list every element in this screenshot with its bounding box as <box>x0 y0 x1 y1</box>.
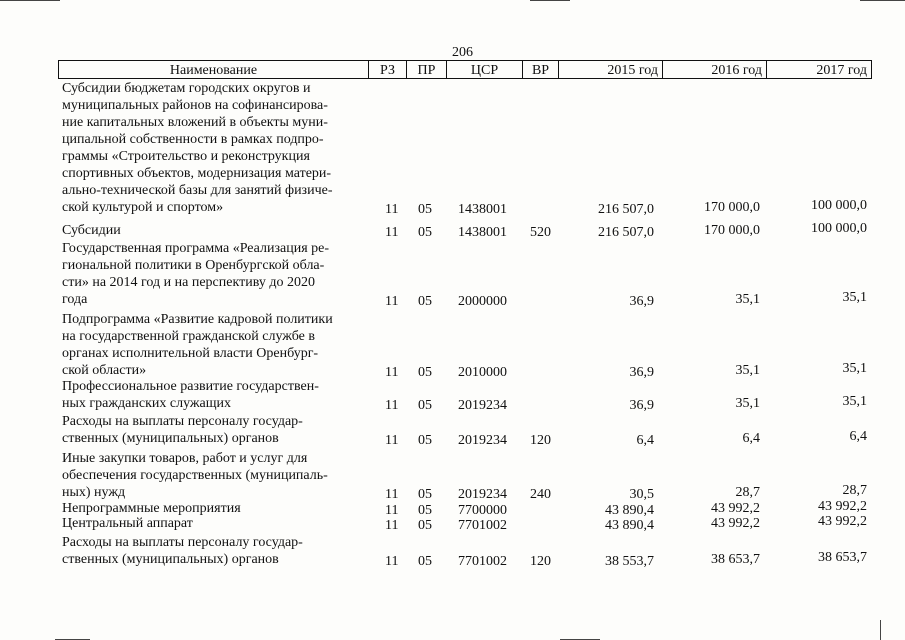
row-y2016: 170 000,0 <box>704 223 760 238</box>
row-rz: 11 <box>385 202 399 217</box>
row-pr: 05 <box>418 503 432 518</box>
row-name <box>62 311 362 379</box>
row-y2016: 35,1 <box>735 396 760 411</box>
row-y2015: 216 507,0 <box>598 202 654 217</box>
scan-mark <box>0 0 60 1</box>
header-2016: 2016 год <box>662 60 766 79</box>
row-name-line: ние капитальных вложений в объекты муни- <box>62 115 328 130</box>
row-csr: 2019234 <box>458 433 507 448</box>
header-2017: 2017 год <box>766 60 872 79</box>
row-name <box>62 240 362 308</box>
row-name-line: ской области» <box>62 363 147 378</box>
row-rz: 11 <box>385 433 399 448</box>
row-pr: 05 <box>418 554 432 569</box>
row-name-line: ципальной собственности в рамках подпро- <box>62 132 324 147</box>
row-name-line: Подпрограмма «Развитие кадровой политики <box>62 312 333 327</box>
row-name-line: Субсидии бюджетам городских округов и <box>62 81 311 96</box>
row-y2016: 170 000,0 <box>704 200 760 215</box>
row-y2016: 35,1 <box>735 363 760 378</box>
row-name <box>62 413 362 447</box>
row-y2015: 6,4 <box>636 433 654 448</box>
row-csr: 2019234 <box>458 398 507 413</box>
row-csr: 2000000 <box>458 294 507 309</box>
row-pr: 05 <box>418 365 432 380</box>
row-name-line: года <box>62 292 88 307</box>
row-pr: 05 <box>418 202 432 217</box>
row-csr: 7701002 <box>458 518 507 533</box>
row-y2015: 36,9 <box>629 365 654 380</box>
row-y2016: 28,7 <box>735 485 760 500</box>
row-csr: 7700000 <box>458 503 507 518</box>
header-name: Наименование <box>58 60 368 79</box>
row-name <box>62 534 362 568</box>
row-y2017: 100 000,0 <box>811 221 867 236</box>
row-name-line: ственных (муниципальных) органов <box>62 431 279 446</box>
row-name-line: ской культурой и спортом» <box>62 200 224 215</box>
row-y2017: 35,1 <box>842 290 867 305</box>
row-pr: 05 <box>418 225 432 240</box>
header-csr: ЦСР <box>446 60 522 79</box>
row-name-line: ных) нужд <box>62 485 126 500</box>
row-name <box>62 378 362 412</box>
row-name-line: Иные закупки товаров, работ и услуг для <box>62 451 308 466</box>
row-y2017: 43 992,2 <box>818 514 867 529</box>
row-name-line: ально-технической базы для занятий физиче- <box>62 183 333 198</box>
row-pr: 05 <box>418 398 432 413</box>
row-y2015: 216 507,0 <box>598 225 654 240</box>
header-vr: ВР <box>522 60 558 79</box>
row-vr: 240 <box>530 487 551 502</box>
row-y2016: 43 992,2 <box>711 516 760 531</box>
row-name-line: Субсидии <box>62 223 121 238</box>
row-y2017: 28,7 <box>842 483 867 498</box>
row-csr: 1438001 <box>458 225 507 240</box>
row-y2017: 100 000,0 <box>811 198 867 213</box>
row-pr: 05 <box>418 294 432 309</box>
row-y2016: 6,4 <box>742 431 760 446</box>
row-y2017: 38 653,7 <box>818 550 867 565</box>
row-name-line: Профессиональное развитие государствен- <box>62 379 319 394</box>
row-y2016: 35,1 <box>735 292 760 307</box>
row-name-line: граммы «Строительство и реконструкция <box>62 149 310 164</box>
row-y2016: 43 992,2 <box>711 501 760 516</box>
row-y2015: 43 890,4 <box>605 503 654 518</box>
row-csr: 1438001 <box>458 202 507 217</box>
row-name-line: ственных (муниципальных) органов <box>62 552 279 567</box>
row-name-line: ных гражданских служащих <box>62 396 232 411</box>
row-pr: 05 <box>418 518 432 533</box>
row-name <box>62 222 362 239</box>
row-y2015: 36,9 <box>629 398 654 413</box>
row-name-line: сти» на 2014 год и на перспективу до 2020 <box>62 275 315 290</box>
row-name-line: Государственная программа «Реализация ре- <box>62 241 330 256</box>
row-name-line: органах исполнительной власти Оренбург- <box>62 346 319 361</box>
row-name-line: спортивных объектов, модернизация матери- <box>62 166 332 181</box>
row-name <box>62 450 362 501</box>
row-y2015: 38 553,7 <box>605 554 654 569</box>
scan-mark <box>530 0 570 1</box>
row-rz: 11 <box>385 365 399 380</box>
scan-mark <box>860 0 905 1</box>
row-name-line: Расходы на выплаты персоналу государ- <box>62 535 303 550</box>
row-y2017: 35,1 <box>842 361 867 376</box>
row-pr: 05 <box>418 433 432 448</box>
header-2015: 2015 год <box>558 60 662 79</box>
row-y2015: 36,9 <box>629 294 654 309</box>
row-csr: 7701002 <box>458 554 507 569</box>
row-rz: 11 <box>385 398 399 413</box>
row-y2017: 43 992,2 <box>818 499 867 514</box>
header-rz: РЗ <box>368 60 406 79</box>
row-name-line: Непрограммные мероприятия <box>62 501 241 516</box>
row-pr: 05 <box>418 487 432 502</box>
row-csr: 2010000 <box>458 365 507 380</box>
row-name-line: гиональной политики в Оренбургской обла- <box>62 258 325 273</box>
row-vr: 520 <box>530 225 551 240</box>
row-name-line: на государственной гражданской службе в <box>62 329 316 344</box>
row-rz: 11 <box>385 554 399 569</box>
row-rz: 11 <box>385 225 399 240</box>
row-y2015: 43 890,4 <box>605 518 654 533</box>
row-rz: 11 <box>385 503 399 518</box>
row-vr: 120 <box>530 554 551 569</box>
page-number: 206 <box>452 45 473 60</box>
row-csr: 2019234 <box>458 487 507 502</box>
header-pr: ПР <box>406 60 446 79</box>
row-name-line: Центральный аппарат <box>62 516 193 531</box>
row-name <box>62 515 362 532</box>
row-y2017: 6,4 <box>849 429 867 444</box>
row-y2015: 30,5 <box>629 487 654 502</box>
row-name-line: Расходы на выплаты персоналу государ- <box>62 414 303 429</box>
row-rz: 11 <box>385 294 399 309</box>
row-rz: 11 <box>385 518 399 533</box>
row-rz: 11 <box>385 487 399 502</box>
row-name-line: муниципальных районов на софинансирова- <box>62 98 328 113</box>
row-vr: 120 <box>530 433 551 448</box>
row-y2017: 35,1 <box>842 394 867 409</box>
row-name <box>62 80 362 216</box>
row-y2016: 38 653,7 <box>711 552 760 567</box>
scan-mark <box>880 620 881 640</box>
row-name-line: обеспечения государственных (муниципаль- <box>62 468 328 483</box>
